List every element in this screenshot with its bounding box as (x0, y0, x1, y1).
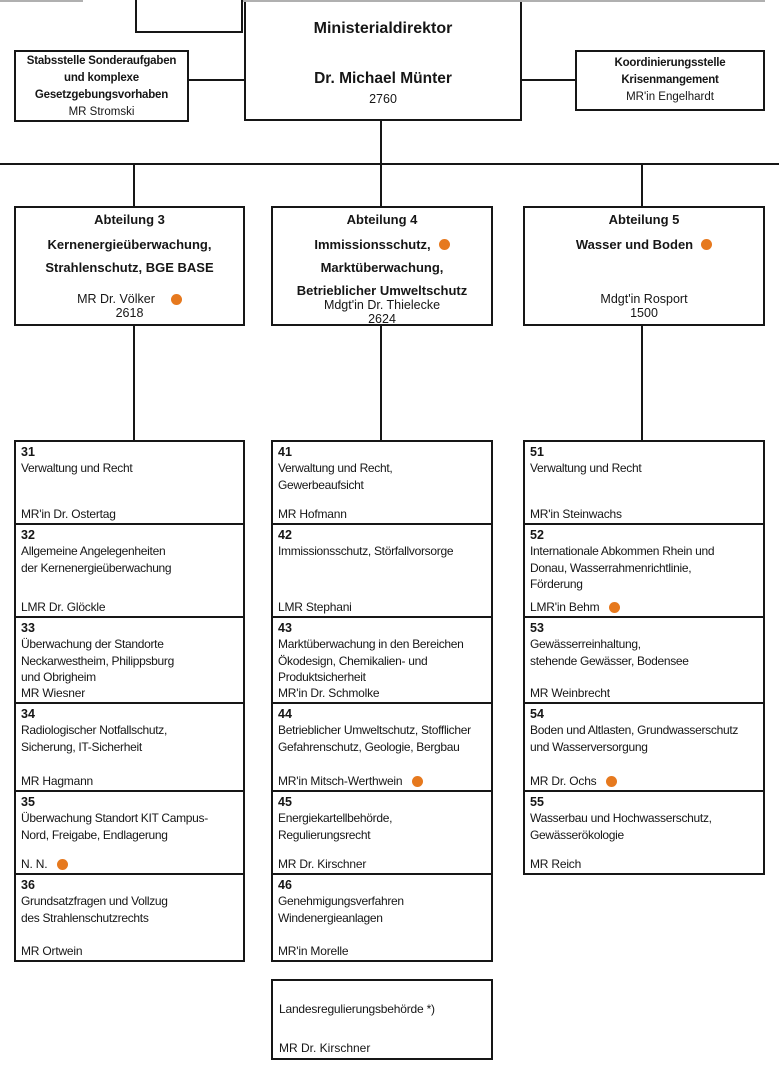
unit-number: 34 (21, 707, 35, 721)
department-phone: 1500 (630, 306, 658, 320)
unit-number: 31 (21, 445, 35, 459)
connector-line (522, 79, 575, 81)
unit-number: 33 (21, 621, 35, 635)
unit-title-line: Ökodesign, Chemikalien- und (278, 653, 428, 668)
unit-title-line: Wasserbau und Hochwasserschutz, (530, 811, 712, 825)
cropped-rule-right (243, 0, 765, 2)
unit-head: N. N. (21, 857, 68, 871)
unit-title-line: Grundsatzfragen und Vollzug (21, 894, 168, 908)
unit-title-line: Nord, Freigabe, Endlagerung (21, 827, 168, 842)
unit-title-line: Überwachung der Standorte (21, 637, 164, 651)
coordination-title-line: Krisenmangement (621, 74, 719, 86)
orange-dot-icon (701, 239, 712, 250)
unit-title-line: Genehmigungsverfahren (278, 894, 404, 908)
connector-line (641, 163, 643, 208)
unit-box-32 (14, 523, 245, 618)
unit-number: 54 (530, 707, 544, 721)
regulator-box (271, 979, 493, 1060)
unit-title-line: und Wasserversorgung (530, 739, 648, 754)
unit-box-45 (271, 790, 493, 875)
orange-dot-icon (439, 239, 450, 250)
unit-number: 45 (278, 795, 292, 809)
connector-line (380, 163, 382, 208)
unit-number: 41 (278, 445, 292, 459)
department-head: MR Dr. Völker (77, 293, 182, 306)
department-label: Abteilung 4 (346, 212, 418, 227)
unit-title-line: des Strahlenschutzrechts (21, 910, 149, 925)
connector-line (189, 79, 244, 81)
unit-title-line: Sicherung, IT-Sicherheit (21, 739, 142, 754)
connector-line (641, 324, 643, 442)
director-name: Dr. Michael Münter (314, 70, 452, 87)
unit-title-line: und Obrigheim (21, 670, 96, 684)
unit-title-line: Verwaltung und Recht, (278, 461, 393, 475)
unit-head: LMR Dr. Glöckle (21, 600, 106, 614)
unit-head: MR Hagmann (21, 774, 94, 788)
orange-dot-icon (171, 294, 182, 305)
unit-title-line: Allgemeine Angelegenheiten (21, 544, 166, 558)
orange-dot-icon (609, 602, 620, 613)
staff-unit-title-line: und komplexe (64, 72, 139, 84)
staff-unit-head: MR Stromski (68, 106, 135, 118)
unit-title-line: Betrieblicher Umweltschutz, Stofflicher (278, 723, 471, 737)
unit-head: MR Hofmann (278, 507, 347, 521)
department-label: Abteilung 5 (608, 212, 680, 227)
coordination-box (575, 50, 765, 111)
director-box (244, 0, 522, 121)
unit-box-54 (523, 702, 765, 792)
unit-box-36 (14, 873, 245, 962)
department-title-line: Marktüberwachung, (320, 260, 444, 275)
unit-head: MR Weinbrecht (530, 686, 610, 700)
staff-unit-box (14, 50, 189, 122)
connector-line (133, 163, 135, 208)
unit-head: MR Ortwein (21, 944, 83, 958)
unit-box-53 (523, 616, 765, 704)
unit-head: MR'in Dr. Schmolke (278, 686, 380, 700)
unit-box-42 (271, 523, 493, 618)
unit-title-line: Marktüberwachung in den Bereichen (278, 637, 464, 651)
unit-title-line: Gewässerökologie (530, 827, 624, 842)
unit-box-44 (271, 702, 493, 792)
unit-head: LMR Stephani (278, 600, 352, 614)
orange-dot-icon (57, 859, 68, 870)
unit-number: 43 (278, 621, 292, 635)
unit-box-35 (14, 790, 245, 875)
unit-number: 35 (21, 795, 35, 809)
unit-box-33 (14, 616, 245, 704)
staff-unit-title-line: Stabsstelle Sonderaufgaben (26, 55, 177, 67)
unit-box-41 (271, 440, 493, 525)
unit-title-line: Radiologischer Notfallschutz, (21, 723, 168, 737)
staff-unit-title-line: Gesetzgebungsvorhaben (34, 89, 169, 101)
unit-title-line: Neckarwestheim, Philippsburg (21, 653, 175, 668)
connector-line-main (0, 163, 779, 165)
unit-number: 32 (21, 528, 35, 542)
department-title-line: Kernenergieüberwachung, (47, 237, 212, 252)
unit-number: 36 (21, 878, 35, 892)
unit-title-line: Boden und Altlasten, Grundwasserschutz (530, 723, 739, 737)
director-role: Ministerialdirektor (313, 20, 453, 37)
unit-head: MR Wiesner (21, 686, 86, 700)
unit-title-line: der Kernenergieüberwachung (21, 560, 172, 575)
orange-dot-icon (412, 776, 423, 787)
unit-title-line: Gewässerreinhaltung, (530, 637, 641, 651)
unit-box-31 (14, 440, 245, 525)
unit-box-46 (271, 873, 493, 962)
unit-title-line: Produktsicherheit (278, 670, 366, 684)
department-title-line: Wasser und Boden (575, 237, 694, 252)
director-phone: 2760 (369, 92, 397, 106)
unit-number: 52 (530, 528, 544, 542)
cropped-rule-left (0, 0, 83, 2)
unit-title-line: Regulierungsrecht (278, 827, 371, 842)
department-title-line: Strahlenschutz, BGE BASE (45, 260, 214, 275)
unit-title-line: Windenergieanlagen (278, 910, 383, 925)
unit-title-line: stehende Gewässer, Bodensee (530, 653, 689, 668)
unit-head: MR'in Mitsch-Werthwein (278, 774, 423, 788)
department-title-line: Immissionsschutz, (314, 237, 431, 252)
unit-head: LMR'in Behm (530, 600, 620, 614)
unit-title-line: Überwachung Standort KIT Campus- (21, 811, 208, 825)
unit-number: 44 (278, 707, 292, 721)
unit-title-line: Gefahrenschutz, Geologie, Bergbau (278, 739, 460, 754)
unit-number: 55 (530, 795, 544, 809)
unit-box-51 (523, 440, 765, 525)
department-label: Abteilung 3 (94, 212, 165, 227)
unit-box-43 (271, 616, 493, 704)
unit-title-line: Energiekartellbehörde, (278, 811, 393, 825)
unit-box-52 (523, 523, 765, 618)
unit-head: MR Dr. Kirschner (278, 857, 367, 871)
connector-line (380, 121, 382, 165)
department-head: Mdgt'in Rosport (600, 292, 688, 306)
unit-title-line: Verwaltung und Recht (21, 461, 133, 475)
department-title-line: Betrieblicher Umweltschutz (296, 283, 468, 298)
unit-number: 46 (278, 878, 292, 892)
department-head: Mdgt'in Dr. Thielecke (323, 298, 441, 312)
cropped-empty-box (135, 0, 243, 33)
unit-number: 42 (278, 528, 292, 542)
unit-title-line: Förderung (530, 577, 583, 591)
unit-head: MR Dr. Ochs (530, 774, 617, 788)
unit-head: MR'in Dr. Ostertag (21, 507, 116, 521)
connector-line (380, 324, 382, 442)
regulator-head: MR Dr. Kirschner (279, 1041, 371, 1055)
unit-title-line: Gewerbeaufsicht (278, 477, 364, 492)
unit-title-line: Verwaltung und Recht (530, 461, 642, 475)
department-box-abteilung-3 (14, 206, 245, 326)
coordination-head: MR'in Engelhardt (626, 91, 714, 103)
unit-title-line: Internationale Abkommen Rhein und (530, 544, 715, 558)
unit-head: MR Reich (530, 857, 582, 871)
unit-title-line: Donau, Wasserrahmenrichtlinie, (530, 560, 692, 575)
coordination-title-line: Koordinierungsstelle (614, 57, 726, 69)
unit-box-34 (14, 702, 245, 792)
unit-head: MR'in Morelle (278, 944, 349, 958)
orange-dot-icon (606, 776, 617, 787)
unit-head: MR'in Steinwachs (530, 507, 622, 521)
department-phone: 2624 (368, 312, 396, 326)
regulator-title: Landesregulierungsbehörde *) (279, 1002, 435, 1016)
unit-number: 51 (530, 445, 544, 459)
department-box-abteilung-4 (271, 206, 493, 326)
unit-box-55 (523, 790, 765, 875)
unit-title-line: Immissionsschutz, Störfallvorsorge (278, 544, 454, 558)
department-phone: 2618 (115, 306, 144, 320)
connector-line (133, 324, 135, 442)
department-box-abteilung-5 (523, 206, 765, 326)
unit-number: 53 (530, 621, 544, 635)
